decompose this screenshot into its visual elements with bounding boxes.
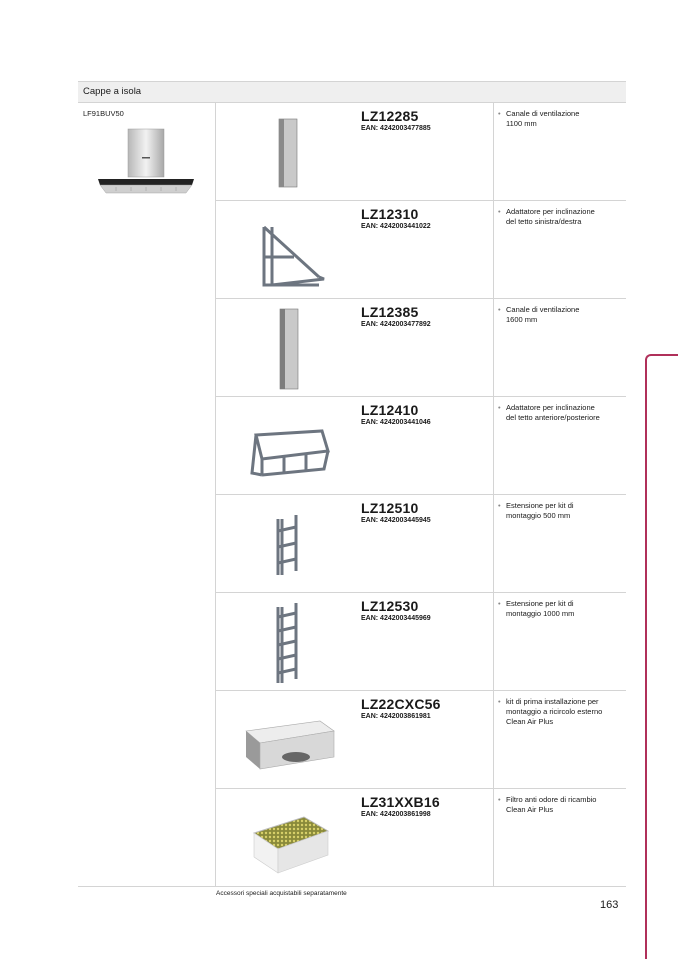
- short-ladder-icon: [224, 501, 348, 587]
- product-ean: EAN: 4242003861998: [361, 811, 431, 818]
- product-code: LZ12285: [361, 108, 419, 124]
- section-title: Cappe a isola: [83, 86, 142, 97]
- bullet-icon: •: [498, 109, 501, 118]
- section-header: [78, 81, 626, 103]
- product-description: Adattatore per inclinazione del tetto anteriore/posteriore: [506, 403, 600, 422]
- product-description-cell: [493, 299, 626, 397]
- product-description-cell: [493, 691, 626, 789]
- angle-frame-front-icon: [224, 403, 348, 489]
- product-code: LZ12530: [361, 598, 419, 614]
- product-row: [216, 593, 626, 691]
- product-ean: EAN: 4242003861981: [361, 713, 431, 720]
- product-row: [216, 201, 626, 299]
- long-duct-icon: [224, 305, 348, 391]
- product-description: Estensione per kit di montaggio 500 mm: [506, 501, 574, 520]
- product-description-cell: [493, 593, 626, 691]
- product-description: Canale di ventilazione 1600 mm: [506, 305, 580, 324]
- angle-frame-side-icon: [224, 207, 348, 293]
- table-bottom-rule: [78, 886, 626, 887]
- product-row: [216, 789, 626, 887]
- product-ean: EAN: 4242003477892: [361, 321, 431, 328]
- product-description: Estensione per kit di montaggio 1000 mm: [506, 599, 575, 618]
- product-code: LZ31XXB16: [361, 794, 440, 810]
- product-ean: EAN: 4242003441022: [361, 223, 431, 230]
- model-name: LF91BUV50: [83, 109, 124, 118]
- product-description-cell: [493, 397, 626, 495]
- product-description: Filtro anti odore di ricambio Clean Air Plus: [506, 795, 597, 814]
- bullet-icon: •: [498, 207, 501, 216]
- chapter-tab: [645, 354, 678, 959]
- island-hood-image: [96, 127, 196, 203]
- bullet-icon: •: [498, 305, 501, 314]
- product-description-cell: [493, 789, 626, 887]
- product-code: LZ12385: [361, 304, 419, 320]
- product-ean: EAN: 4242003441046: [361, 419, 431, 426]
- short-duct-icon: [224, 109, 348, 195]
- product-code: LZ12510: [361, 500, 419, 516]
- product-description: Canale di ventilazione 1100 mm: [506, 109, 580, 128]
- bullet-icon: •: [498, 697, 501, 706]
- product-description: Adattatore per inclinazione del tetto sinistra/destra: [506, 207, 595, 226]
- odour-filter-icon: [224, 795, 348, 881]
- model-column: [78, 103, 216, 887]
- bullet-icon: •: [498, 599, 501, 608]
- product-code: LZ12310: [361, 206, 419, 222]
- product-code: LZ12410: [361, 402, 419, 418]
- bullet-icon: •: [498, 501, 501, 510]
- product-description-cell: [493, 495, 626, 593]
- product-description: kit di prima installazione per montaggio a ricircolo esterno Clean Air Plus: [506, 697, 603, 726]
- product-row: [216, 691, 626, 789]
- product-description-cell: [493, 201, 626, 299]
- recirculation-box-icon: [224, 697, 348, 783]
- accessories-table: [78, 103, 626, 887]
- product-ean: EAN: 4242003445969: [361, 615, 431, 622]
- product-ean: EAN: 4242003445945: [361, 517, 431, 524]
- product-row: [216, 299, 626, 397]
- product-row: [216, 397, 626, 495]
- product-code: LZ22CXC56: [361, 696, 441, 712]
- product-ean: EAN: 4242003477885: [361, 125, 431, 132]
- long-ladder-icon: [224, 599, 348, 685]
- product-description-cell: [493, 103, 626, 201]
- bullet-icon: •: [498, 403, 501, 412]
- page-number: 163: [600, 899, 619, 911]
- bullet-icon: •: [498, 795, 501, 804]
- footnote: Accessori speciali acquistabili separatamente: [216, 890, 347, 897]
- product-row: [216, 495, 626, 593]
- product-row: [216, 103, 626, 201]
